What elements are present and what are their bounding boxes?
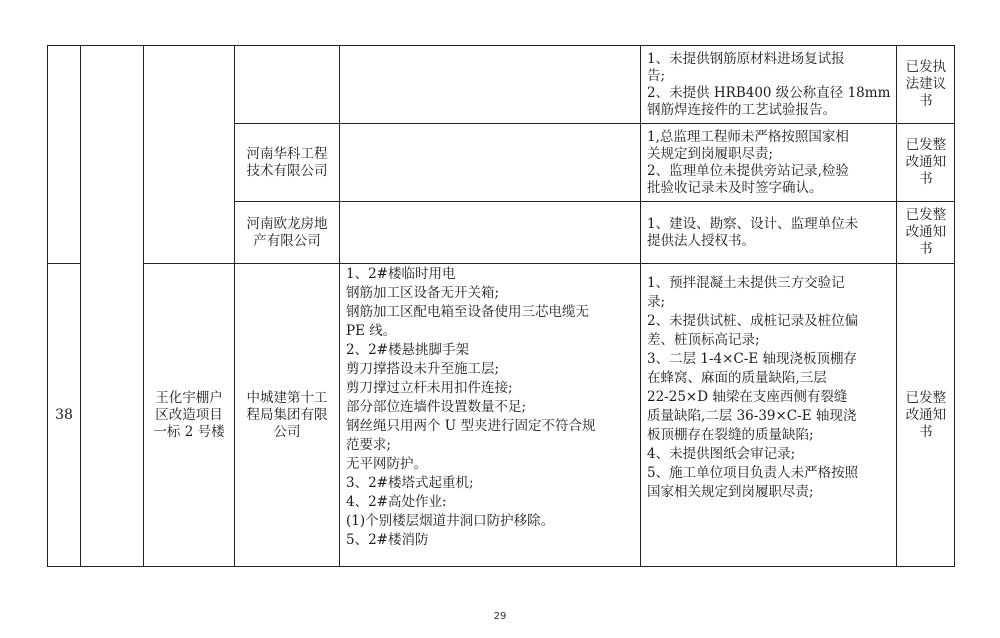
- cell-quality-issues: 1、预拌混凝土未提供三方交验记 录; 2、未提供试桩、成桩记录及桩位偏 差、桩顶标高记录; 3、二层 1-4×C-E 轴现浇板顶棚存 在蜂窝、麻面的质量缺陷,三层 22-25×D 轴梁在支座西侧有裂缝 质量缺陷,二层 36-39×C-E 轴现浇 板顶棚存在裂缝的质量缺陷; 4、未提供图纸会审记录; 5、施工单位项目负责人未严格按照 国家相关规定到岗履职尽责;: [641, 264, 897, 567]
- cell-unit: 河南华科工程 技术有限公司: [235, 124, 340, 202]
- cell-number: 38: [48, 264, 81, 567]
- cell-quality-issues: 1、建设、勘察、设计、监理单位未 提供法人授权书。: [641, 202, 897, 264]
- cell-number: [48, 46, 81, 264]
- cell-result: 已发整 改通知 书: [897, 264, 955, 567]
- cell-unit: 河南欧龙房地 产有限公司: [235, 202, 340, 264]
- cell-unit: 中城建第十工 程局集团有限 公司: [235, 264, 340, 567]
- cell-project: 王化宇棚户 区改造项目 一标 2 号楼: [144, 264, 235, 567]
- cell-project: [144, 46, 235, 264]
- cell-result: 已发整 改通知 书: [897, 202, 955, 264]
- inspection-table: [47, 45, 955, 567]
- table-row: [48, 46, 955, 124]
- cell-result: 已发整 改通知 书: [897, 124, 955, 202]
- page-number: 29: [493, 611, 507, 622]
- cell-safety-issues: [340, 202, 641, 264]
- cell-quality-issues: 1,总监理工程师未严格按照国家相 关规定到岗履职尽责; 2、监理单位未提供旁站记录,检验 批验收记录未及时签字确认。: [641, 124, 897, 202]
- cell-result: 已发执 法建议 书: [897, 46, 955, 124]
- cell-unit: [235, 46, 340, 124]
- cell-safety-issues: 1、2#楼临时用电 钢筋加工区设备无开关箱; 钢筋加工区配电箱至设备使用三芯电缆无 PE 线。 2、2#楼悬挑脚手架 剪刀撑搭设未升至施工层; 剪刀撑过立杆未用扣件连接; 部分部位连墙件设置数量不足; 钢丝绳只用两个 U 型夹进行固定不符合规 范要求; 无平网防护。 3、2#楼塔式起重机; 4、2#高处作业: (1)个别楼层烟道井洞口防护移除。 5、2#楼消防: [340, 264, 641, 567]
- cell-blank: [81, 46, 144, 567]
- cell-safety-issues: [340, 124, 641, 202]
- cell-safety-issues: [340, 46, 641, 124]
- cell-quality-issues: 1、未提供钢筋原材料进场复试报 告; 2、未提供 HRB400 级公称直径 18mm 钢筋焊连接件的工艺试验报告。: [641, 46, 897, 124]
- table-row: [48, 264, 955, 567]
